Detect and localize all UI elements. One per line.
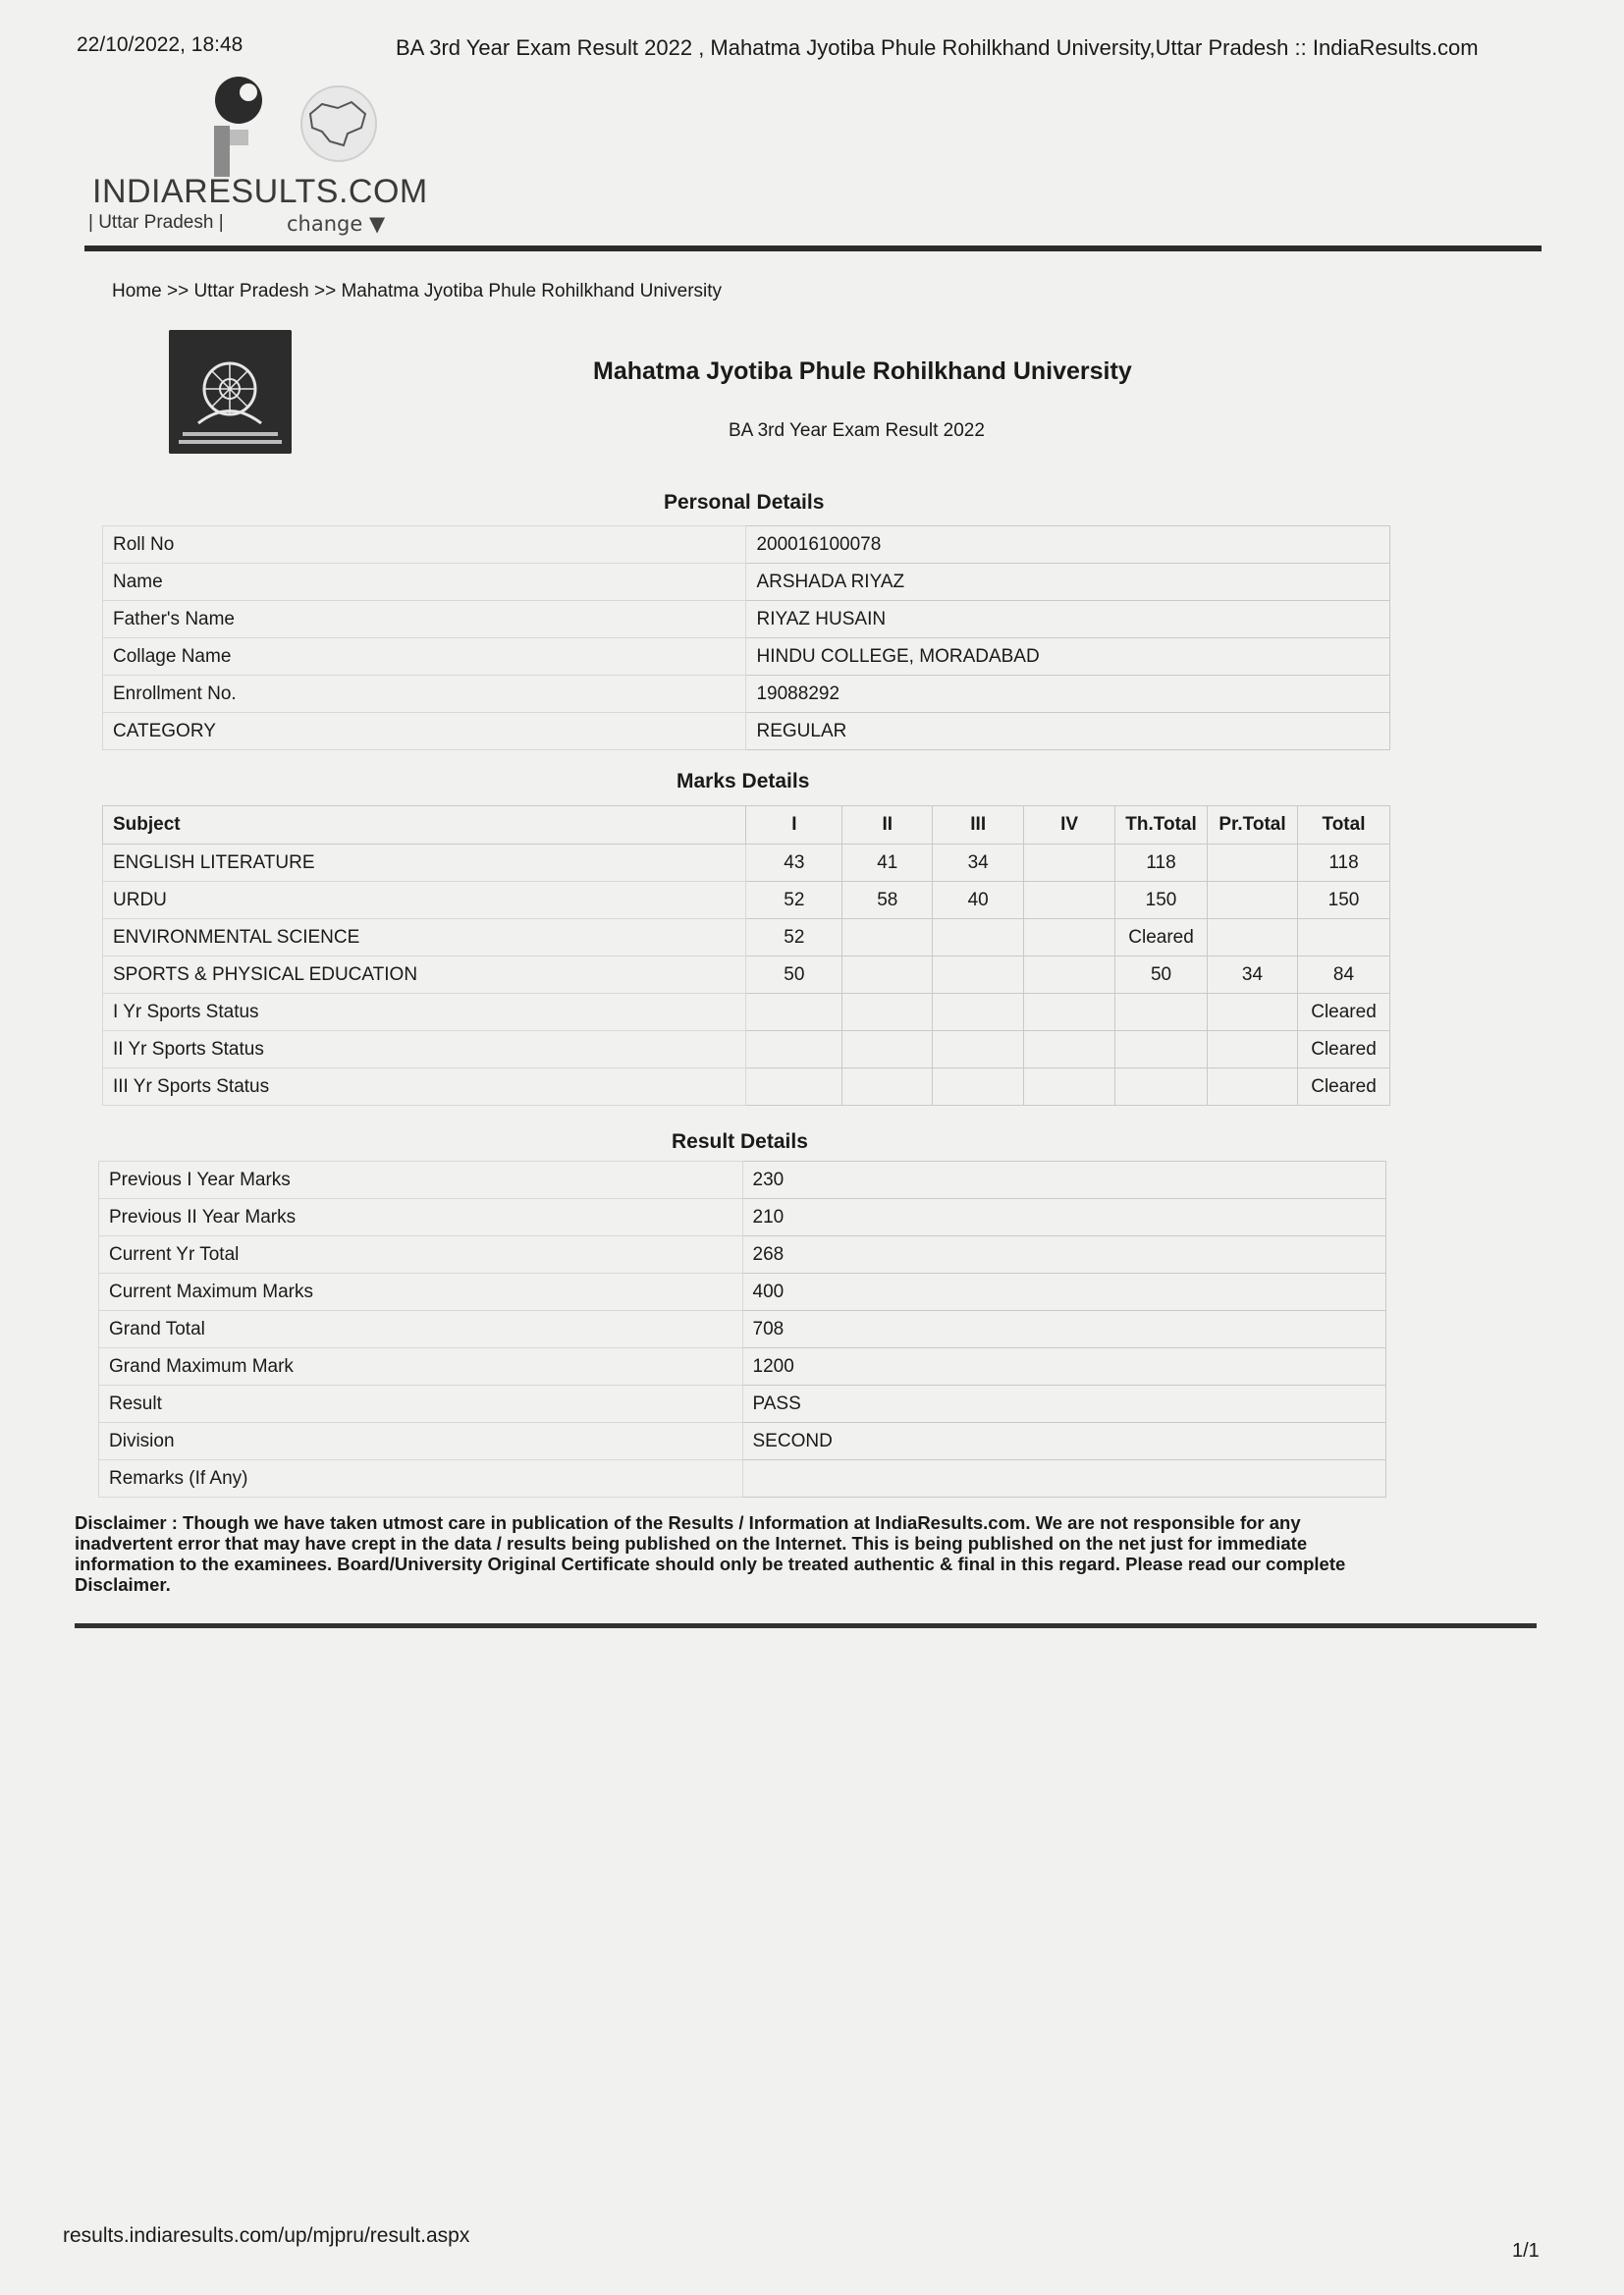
marks-row xyxy=(103,845,1390,882)
university-name: Mahatma Jyotiba Phule Rohilkhand University xyxy=(593,357,1132,385)
result-field-label: Remarks (If Any) xyxy=(99,1460,743,1498)
marks-column-header: IV xyxy=(1024,806,1115,845)
marks-cell xyxy=(933,994,1024,1031)
marks-cell: 150 xyxy=(1297,882,1389,919)
marks-subject: II Yr Sports Status xyxy=(103,1031,746,1068)
result-row xyxy=(99,1348,1386,1386)
marks-column-header: Total xyxy=(1297,806,1389,845)
marks-cell xyxy=(842,1068,933,1106)
personal-field-value: HINDU COLLEGE, MORADABAD xyxy=(746,638,1390,676)
marks-cell: Cleared xyxy=(1297,1031,1389,1068)
result-row xyxy=(99,1423,1386,1460)
personal-field-label: Father's Name xyxy=(103,601,746,638)
marks-cell xyxy=(1297,919,1389,956)
result-field-label: Current Yr Total xyxy=(99,1236,743,1274)
marks-cell: 58 xyxy=(842,882,933,919)
personal-field-value: RIYAZ HUSAIN xyxy=(746,601,1390,638)
marks-column-header: II xyxy=(842,806,933,845)
result-row xyxy=(99,1236,1386,1274)
breadcrumb-university[interactable]: Mahatma Jyotiba Phule Rohilkhand University xyxy=(341,281,723,301)
marks-cell xyxy=(842,994,933,1031)
marks-cell: Cleared xyxy=(1297,994,1389,1031)
marks-cell: 40 xyxy=(933,882,1024,919)
marks-subject: I Yr Sports Status xyxy=(103,994,746,1031)
personal-details-table xyxy=(102,525,1390,750)
breadcrumb xyxy=(112,281,722,302)
marks-cell: 43 xyxy=(746,845,842,882)
result-details-title: Result Details xyxy=(672,1130,808,1153)
marks-cell: Cleared xyxy=(1297,1068,1389,1106)
marks-cell xyxy=(842,956,933,994)
marks-cell: 118 xyxy=(1297,845,1389,882)
marks-cell: 34 xyxy=(1208,956,1298,994)
header-divider xyxy=(84,246,1542,251)
marks-cell xyxy=(1208,919,1298,956)
personal-field-value: 200016100078 xyxy=(746,526,1390,564)
breadcrumb-state[interactable]: Uttar Pradesh xyxy=(193,281,309,301)
marks-cell xyxy=(1115,1068,1208,1106)
breadcrumb-separator: >> xyxy=(166,281,189,301)
marks-cell xyxy=(1024,994,1115,1031)
result-field-label: Grand Total xyxy=(99,1311,743,1348)
result-field-value: 400 xyxy=(742,1274,1386,1311)
site-state-label: | Uttar Pradesh | xyxy=(88,212,224,233)
marks-subject: III Yr Sports Status xyxy=(103,1068,746,1106)
breadcrumb-separator: >> xyxy=(313,281,337,301)
personal-row xyxy=(103,601,1390,638)
personal-row xyxy=(103,638,1390,676)
personal-field-label: Roll No xyxy=(103,526,746,564)
marks-row xyxy=(103,956,1390,994)
marks-cell xyxy=(1024,919,1115,956)
result-field-label: Previous II Year Marks xyxy=(99,1199,743,1236)
marks-cell xyxy=(1208,882,1298,919)
result-row xyxy=(99,1311,1386,1348)
marks-subject: ENGLISH LITERATURE xyxy=(103,845,746,882)
print-page-title: BA 3rd Year Exam Result 2022 , Mahatma Jyotiba Phule Rohilkhand University,Uttar Pradesh :: IndiaResults.com xyxy=(396,35,1479,60)
result-row xyxy=(99,1460,1386,1498)
marks-cell xyxy=(1024,845,1115,882)
footer-divider xyxy=(75,1623,1537,1628)
result-field-value: 708 xyxy=(742,1311,1386,1348)
marks-details-table xyxy=(102,805,1390,1106)
marks-column-header: Th.Total xyxy=(1115,806,1208,845)
disclaimer-text: Disclaimer : Though we have taken utmost care in publication of the Results / Information at IndiaResults.com. We are not responsible for any inadvertent error that may have crept in the data / results being published on the Internet. This is being published on the net just for immediate information to the examinees. Board/University Original Certificate should only be treated authentic & final in this regard. Please read our complete Disclaimer. xyxy=(75,1512,1346,1595)
result-details-table xyxy=(98,1161,1386,1498)
marks-cell: 50 xyxy=(1115,956,1208,994)
personal-field-label: Enrollment No. xyxy=(103,676,746,713)
marks-subject: URDU xyxy=(103,882,746,919)
marks-cell xyxy=(1208,845,1298,882)
result-field-value: SECOND xyxy=(742,1423,1386,1460)
marks-cell xyxy=(1208,994,1298,1031)
marks-cell xyxy=(933,956,1024,994)
marks-cell xyxy=(1115,994,1208,1031)
print-page-number: 1/1 xyxy=(1512,2240,1540,2262)
personal-field-value: ARSHADA RIYAZ xyxy=(746,564,1390,601)
personal-row xyxy=(103,526,1390,564)
marks-cell xyxy=(933,1031,1024,1068)
result-field-label: Result xyxy=(99,1386,743,1423)
marks-row xyxy=(103,1031,1390,1068)
marks-cell: 50 xyxy=(746,956,842,994)
marks-subject: SPORTS & PHYSICAL EDUCATION xyxy=(103,956,746,994)
result-field-label: Current Maximum Marks xyxy=(99,1274,743,1311)
breadcrumb-home[interactable]: Home xyxy=(112,281,162,301)
personal-field-value: 19088292 xyxy=(746,676,1390,713)
marks-cell: 84 xyxy=(1297,956,1389,994)
marks-cell: 41 xyxy=(842,845,933,882)
result-field-label: Grand Maximum Mark xyxy=(99,1348,743,1386)
result-field-label: Previous I Year Marks xyxy=(99,1162,743,1199)
result-field-value: PASS xyxy=(742,1386,1386,1423)
marks-column-header: I xyxy=(746,806,842,845)
result-row xyxy=(99,1162,1386,1199)
marks-row xyxy=(103,1068,1390,1106)
marks-cell xyxy=(1024,1031,1115,1068)
marks-cell xyxy=(1208,1068,1298,1106)
result-row xyxy=(99,1386,1386,1423)
marks-cell: 34 xyxy=(933,845,1024,882)
personal-row xyxy=(103,676,1390,713)
marks-cell: 52 xyxy=(746,882,842,919)
uttar-pradesh-map-icon xyxy=(295,84,383,163)
personal-field-label: Collage Name xyxy=(103,638,746,676)
personal-row xyxy=(103,713,1390,750)
marks-row xyxy=(103,994,1390,1031)
result-row xyxy=(99,1274,1386,1311)
marks-details-title: Marks Details xyxy=(677,770,810,792)
personal-details-title: Personal Details xyxy=(664,491,825,514)
marks-cell xyxy=(1115,1031,1208,1068)
personal-row xyxy=(103,564,1390,601)
marks-cell xyxy=(933,919,1024,956)
marks-subject: ENVIRONMENTAL SCIENCE xyxy=(103,919,746,956)
marks-column-header: III xyxy=(933,806,1024,845)
university-emblem-icon xyxy=(169,330,292,454)
marks-column-header: Subject xyxy=(103,806,746,845)
result-field-label: Division xyxy=(99,1423,743,1460)
result-field-value xyxy=(742,1460,1386,1498)
personal-field-value: REGULAR xyxy=(746,713,1390,750)
marks-column-header: Pr.Total xyxy=(1208,806,1298,845)
indiaresults-logo-icon xyxy=(209,75,268,181)
marks-cell xyxy=(746,994,842,1031)
marks-cell xyxy=(842,919,933,956)
print-footer-url: results.indiaresults.com/up/mjpru/result.aspx xyxy=(63,2224,470,2247)
result-field-value: 1200 xyxy=(742,1348,1386,1386)
marks-cell: 150 xyxy=(1115,882,1208,919)
result-field-value: 210 xyxy=(742,1199,1386,1236)
marks-cell xyxy=(933,1068,1024,1106)
personal-field-label: CATEGORY xyxy=(103,713,746,750)
site-logo-text[interactable]: INDIARESULTS.COM xyxy=(92,173,428,210)
marks-cell xyxy=(1024,956,1115,994)
result-field-value: 230 xyxy=(742,1162,1386,1199)
marks-cell xyxy=(746,1068,842,1106)
personal-field-label: Name xyxy=(103,564,746,601)
marks-row xyxy=(103,919,1390,956)
print-datetime: 22/10/2022, 18:48 xyxy=(77,33,244,56)
result-row xyxy=(99,1199,1386,1236)
marks-row xyxy=(103,882,1390,919)
change-state-link[interactable]: change ▼ xyxy=(287,212,386,236)
marks-cell xyxy=(746,1031,842,1068)
marks-cell xyxy=(842,1031,933,1068)
marks-cell xyxy=(1024,1068,1115,1106)
marks-cell: 52 xyxy=(746,919,842,956)
marks-cell xyxy=(1208,1031,1298,1068)
marks-cell: 118 xyxy=(1115,845,1208,882)
result-field-value: 268 xyxy=(742,1236,1386,1274)
marks-cell xyxy=(1024,882,1115,919)
marks-cell: Cleared xyxy=(1115,919,1208,956)
exam-name: BA 3rd Year Exam Result 2022 xyxy=(729,420,985,441)
